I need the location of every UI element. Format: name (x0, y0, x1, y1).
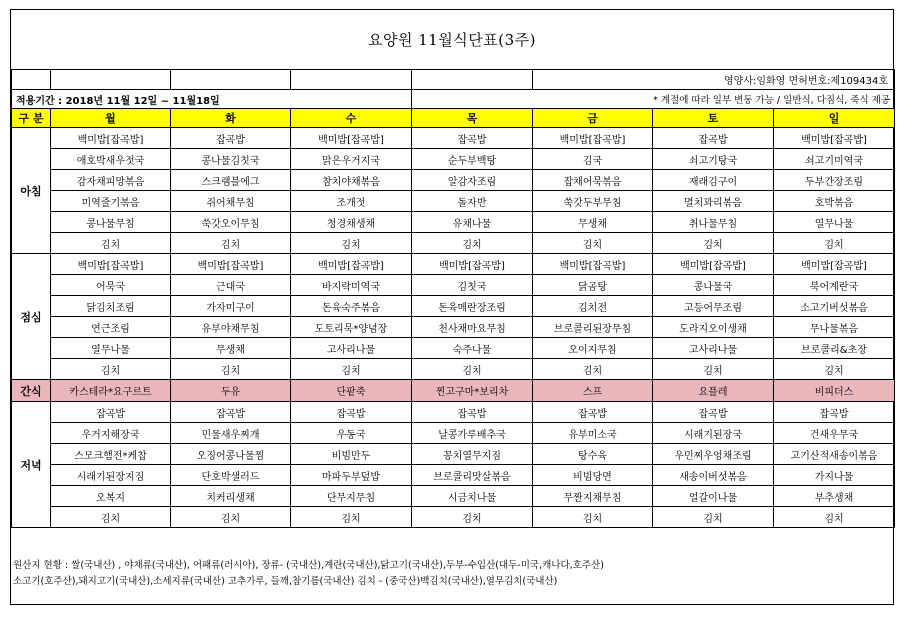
menu-cell: 탕수육 (533, 444, 653, 465)
meal-row (12, 338, 895, 359)
menu-cell: 잡곡밥 (774, 402, 895, 423)
menu-cell: 부추생채 (774, 486, 895, 507)
menu-cell: 김치 (653, 359, 774, 380)
menu-cell: 꽁치열무지짐 (412, 444, 533, 465)
blank-cell (412, 70, 533, 90)
menu-cell: 김치 (51, 233, 171, 254)
menu-cell: 김치 (171, 233, 291, 254)
menu-cell: 유부야채무침 (171, 317, 291, 338)
blank-cell (291, 70, 412, 90)
menu-cell: 감자채피망볶음 (51, 170, 171, 191)
meal-row (12, 212, 895, 233)
meal-row (12, 423, 895, 444)
meal-row (12, 486, 895, 507)
menu-cell: 백미밥[잡곡밥] (774, 254, 895, 275)
menu-cell: 백미밥[잡곡밥] (533, 128, 653, 149)
menu-cell: 김치 (653, 233, 774, 254)
menu-cell: 김치 (51, 359, 171, 380)
menu-cell: 백미밥[잡곡밥] (51, 254, 171, 275)
menu-cell: 취나물무침 (653, 212, 774, 233)
menu-cell: 닭김치조림 (51, 296, 171, 317)
header-day: 수 (291, 109, 412, 128)
menu-table (11, 69, 895, 528)
menu-cell: 잡곡밥 (171, 402, 291, 423)
menu-cell: 숙주나물 (412, 338, 533, 359)
menu-cell: 돈육숙주볶음 (291, 296, 412, 317)
meal-row (12, 402, 895, 423)
meal-row (12, 359, 895, 380)
meal-row (12, 296, 895, 317)
meal-row (12, 191, 895, 212)
menu-cell: 김치 (171, 359, 291, 380)
origin-line: 원산지 현황 : 쌀(국내산) , 야채류(국내산), 어패류(러시아), 장류- (국내산),계란(국내산),닭고기(국내산),두부-수입산(대두-미국,캐나다,호주산) (13, 560, 604, 571)
menu-cell: 찐고구마*보리차 (412, 380, 533, 402)
menu-cell: 쑥갓두부무침 (533, 191, 653, 212)
menu-cell: 백미밥[잡곡밥] (533, 254, 653, 275)
menu-cell: 오징어콩나물찜 (171, 444, 291, 465)
menu-cell: 콩나물무침 (51, 212, 171, 233)
menu-cell: 근대국 (171, 275, 291, 296)
menu-cell: 순두부백탕 (412, 149, 533, 170)
menu-cell: 비빔만두 (291, 444, 412, 465)
menu-cell: 백미밥[잡곡밥] (291, 128, 412, 149)
snack-row (12, 380, 895, 402)
menu-cell: 잡곡밥 (412, 128, 533, 149)
period-text: 적용기간 : 2018년 11월 12일 ~ 11월18일 (12, 90, 412, 109)
header-row (12, 109, 895, 128)
menu-cell: 참치야채볶음 (291, 170, 412, 191)
menu-cell: 우동국 (291, 423, 412, 444)
info-row (12, 70, 895, 90)
menu-cell: 잡곡밥 (171, 128, 291, 149)
header-day: 화 (171, 109, 291, 128)
menu-cell: 얼갈이나물 (653, 486, 774, 507)
menu-cell: 무생채 (171, 338, 291, 359)
menu-cell: 비피더스 (774, 380, 895, 402)
menu-cell: 김치 (533, 359, 653, 380)
menu-cell: 고사리나물 (291, 338, 412, 359)
menu-cell: 우민찌우엉채조림 (653, 444, 774, 465)
menu-cell: 김치 (51, 507, 171, 528)
menu-cell: 잡곡밥 (412, 402, 533, 423)
menu-cell: 재래김구이 (653, 170, 774, 191)
menu-cell: 김치 (774, 507, 895, 528)
title-area (11, 10, 893, 69)
menu-sheet (10, 9, 894, 605)
menu-cell: 콩나물김칫국 (171, 149, 291, 170)
menu-cell: 김칫국 (412, 275, 533, 296)
menu-cell: 닭곰탕 (533, 275, 653, 296)
menu-cell: 김치전 (533, 296, 653, 317)
blank-cell (171, 70, 291, 90)
menu-cell: 김치 (653, 507, 774, 528)
header-day: 월 (51, 109, 171, 128)
menu-cell: 김국 (533, 149, 653, 170)
dietitian-info: 영양사:임화영 면허번호:제109434호 (533, 70, 895, 90)
menu-cell: 유채나물 (412, 212, 533, 233)
menu-cell: 요플레 (653, 380, 774, 402)
menu-cell: 무생채 (533, 212, 653, 233)
menu-cell: 김치 (171, 507, 291, 528)
menu-cell: 쇠고기미역국 (774, 149, 895, 170)
menu-cell: 미역줄기볶음 (51, 191, 171, 212)
menu-cell: 백미밥[잡곡밥] (653, 254, 774, 275)
menu-cell: 오이지무침 (533, 338, 653, 359)
origin-footer (11, 558, 893, 590)
meal-row (12, 465, 895, 486)
menu-cell: 연근조림 (51, 317, 171, 338)
menu-cell: 호박볶음 (774, 191, 895, 212)
origin-line: 소고기(호주산),돼지고기(국내산),소세지류(국내산) 고추가루, 들깨,참기름(국내산) 김치 - (중국산)백김치(국내산),열무김치(국내산) (13, 576, 558, 587)
menu-cell: 천사채마요무침 (412, 317, 533, 338)
meal-row (12, 170, 895, 191)
menu-cell: 애호박새우젓국 (51, 149, 171, 170)
menu-cell: 쑥갓오이무침 (171, 212, 291, 233)
header-day: 금 (533, 109, 653, 128)
menu-cell: 스모크햄전*케찹 (51, 444, 171, 465)
menu-cell: 오복지 (51, 486, 171, 507)
menu-cell: 무나물볶음 (774, 317, 895, 338)
meal-row (12, 254, 895, 275)
menu-cell: 돈육메란장조림 (412, 296, 533, 317)
menu-cell: 고기산적새송이볶음 (774, 444, 895, 465)
page-title: 요양원 11월식단표(3주) (367, 31, 537, 49)
menu-cell: 멸치꽈리볶음 (653, 191, 774, 212)
menu-cell: 단팥죽 (291, 380, 412, 402)
meal-row (12, 444, 895, 465)
menu-cell: 도토리묵*양념장 (291, 317, 412, 338)
menu-cell: 시래기된장국 (653, 423, 774, 444)
menu-cell: 바지락미역국 (291, 275, 412, 296)
menu-cell: 소고기버섯볶음 (774, 296, 895, 317)
notice-text: * 계절에 따라 일부 변동 가능 / 일반식, 다짐식, 죽식 제공 (412, 90, 895, 109)
menu-cell: 돌자반 (412, 191, 533, 212)
menu-cell: 어묵국 (51, 275, 171, 296)
menu-cell: 카스테라*요구르트 (51, 380, 171, 402)
menu-cell: 우거지해장국 (51, 423, 171, 444)
menu-cell: 잡곡밥 (51, 402, 171, 423)
menu-cell: 백미밥[잡곡밥] (171, 254, 291, 275)
menu-cell: 두유 (171, 380, 291, 402)
menu-cell: 잡곡밥 (533, 402, 653, 423)
menu-cell: 백미밥[잡곡밥] (51, 128, 171, 149)
meal-label: 점심 (12, 254, 51, 380)
menu-cell: 가자미구이 (171, 296, 291, 317)
menu-cell: 청경채생채 (291, 212, 412, 233)
menu-cell: 브로콜리된장무침 (533, 317, 653, 338)
menu-cell: 시래기된장지짐 (51, 465, 171, 486)
menu-cell: 고사리나물 (653, 338, 774, 359)
meal-row (12, 317, 895, 338)
menu-cell: 백미밥[잡곡밥] (774, 128, 895, 149)
menu-cell: 김치 (774, 359, 895, 380)
meal-row (12, 275, 895, 296)
menu-cell: 알감자조림 (412, 170, 533, 191)
header-day: 토 (653, 109, 774, 128)
menu-cell: 잡곡밥 (653, 128, 774, 149)
menu-cell: 김치 (412, 359, 533, 380)
menu-cell: 마파두부덮밥 (291, 465, 412, 486)
menu-cell: 브로콜리맛살볶음 (412, 465, 533, 486)
header-category: 구 분 (12, 109, 51, 128)
menu-cell: 쥐어채무침 (171, 191, 291, 212)
menu-cell: 김치 (533, 233, 653, 254)
menu-cell: 건새우무국 (774, 423, 895, 444)
menu-cell: 잡채어묵볶음 (533, 170, 653, 191)
menu-cell: 김치 (774, 233, 895, 254)
menu-cell: 고등어무조림 (653, 296, 774, 317)
meal-row (12, 507, 895, 528)
meal-label: 간식 (12, 380, 51, 402)
menu-cell: 김치 (412, 233, 533, 254)
meal-label: 아침 (12, 128, 51, 254)
menu-cell: 김치 (291, 233, 412, 254)
menu-cell: 민물새우찌개 (171, 423, 291, 444)
menu-cell: 잡곡밥 (291, 402, 412, 423)
menu-cell: 날콩가루배추국 (412, 423, 533, 444)
menu-cell: 단무지무침 (291, 486, 412, 507)
menu-cell: 김치 (412, 507, 533, 528)
meal-label: 저녁 (12, 402, 51, 528)
meal-row (12, 128, 895, 149)
menu-cell: 유부미소국 (533, 423, 653, 444)
menu-cell: 시금치나물 (412, 486, 533, 507)
menu-cell: 열무나물 (51, 338, 171, 359)
menu-cell: 북어계란국 (774, 275, 895, 296)
meal-row (12, 233, 895, 254)
menu-cell: 백미밥[잡곡밥] (412, 254, 533, 275)
menu-cell: 비빔당면 (533, 465, 653, 486)
menu-cell: 도라지오이생채 (653, 317, 774, 338)
header-day: 목 (412, 109, 533, 128)
blank-cell (51, 70, 171, 90)
menu-cell: 콩나물국 (653, 275, 774, 296)
menu-cell: 단호박샐러드 (171, 465, 291, 486)
menu-cell: 브로콜리&초장 (774, 338, 895, 359)
meal-row (12, 149, 895, 170)
menu-cell: 열무나물 (774, 212, 895, 233)
blank-cell (12, 70, 51, 90)
menu-cell: 새송이버섯볶음 (653, 465, 774, 486)
menu-cell: 김치 (291, 507, 412, 528)
menu-cell: 김치 (533, 507, 653, 528)
menu-cell: 스프 (533, 380, 653, 402)
menu-cell: 가지나물 (774, 465, 895, 486)
menu-cell: 무짠지채무침 (533, 486, 653, 507)
menu-cell: 잡곡밥 (653, 402, 774, 423)
menu-cell: 치커리생채 (171, 486, 291, 507)
menu-cell: 쇠고기탕국 (653, 149, 774, 170)
menu-cell: 김치 (291, 359, 412, 380)
menu-cell: 조개젓 (291, 191, 412, 212)
period-row (12, 90, 895, 109)
menu-cell: 스크램블에그 (171, 170, 291, 191)
menu-cell: 맑은우거지국 (291, 149, 412, 170)
menu-cell: 백미밥[잡곡밥] (291, 254, 412, 275)
header-day: 일 (774, 109, 895, 128)
menu-cell: 두부간장조림 (774, 170, 895, 191)
